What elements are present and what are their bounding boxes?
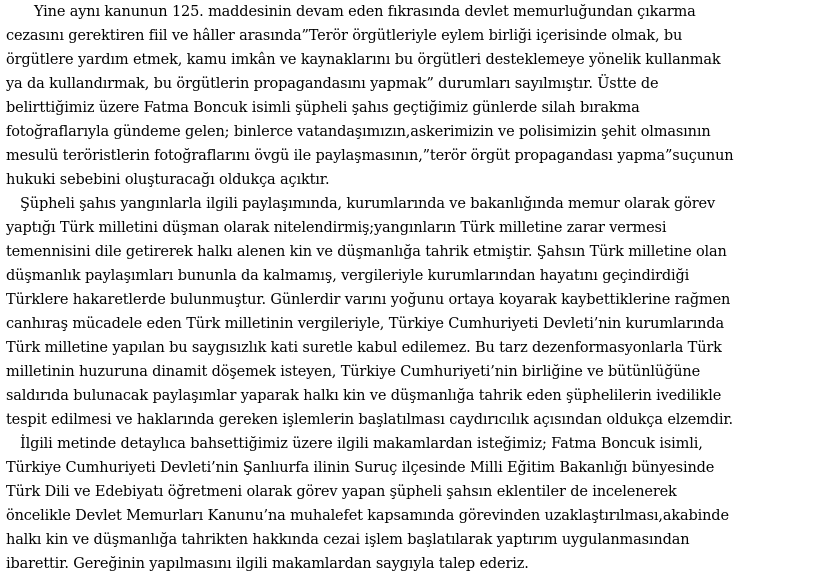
paragraph-2-line-5: Türklere hakaretlerde bulunmuştur. Günlerdir varını yoğunu ortaya koyarak kaybettiklerine rağmen bbox=[6, 292, 731, 308]
paragraph-1-line-2: cezasını gerektiren fiil ve hâller arasında”Terör örgütleriyle eylem birliği içerisinde olmak, bu bbox=[6, 28, 683, 44]
paragraph-3-line-4: öncelikle Devlet Memurları Kanunu’na muhalefet kapsamında görevinden uzaklaştırılması,akabinde bbox=[6, 508, 729, 524]
paragraph-2-line-7: Türk milletine yapılan bu saygısızlık kati suretle kabul edilemez. Bu tarz dezenformasyonlarla Türk bbox=[6, 340, 722, 356]
paragraph-2-line-4: düşmanlık paylaşımları bununla da kalmamış, vergileriyle kurumlarından hayatını geçindirdiği bbox=[6, 268, 690, 284]
paragraph-2-line-9: saldırıda bulunacak paylaşımlar yaparak halkı kin ve düşmanlığa tahrik eden şüphelilerin ivedilikle bbox=[6, 388, 722, 404]
paragraph-1-line-6: fotoğraflarıyla gündeme gelen; binlerce vatandaşımızın,askerimizin ve polisimizin şehit olmasının bbox=[6, 124, 711, 140]
paragraph-2-line-6: canhıraş mücadele eden Türk milletinin vergileriyle, Türkiye Cumhuriyeti Devleti’nin kurumlarında bbox=[6, 316, 724, 332]
paragraph-2-line-2: yaptığı Türk milletini düşman olarak nitelendirmiş;yangınların Türk milletine zarar vermesi bbox=[6, 220, 667, 236]
paragraph-1-line-5: belirttiğimiz üzere Fatma Boncuk isimli şüpheli şahıs geçtiğimiz günlerde silah bırakma bbox=[6, 100, 640, 116]
paragraph-3-line-2: Türkiye Cumhuriyeti Devleti’nin Şanlıurfa ilinin Suruç ilçesinde Milli Eğitim Bakanlığı bünyesinde bbox=[6, 460, 715, 476]
paragraph-2-line-10: tespit edilmesi ve haklarında gereken işlemlerin başlatılması caydırıcılık açısından oldukça elzemdir. bbox=[6, 412, 734, 428]
paragraph-3-line-6: ibarettir. Gereğinin yapılmasını ilgili makamlardan saygıyla talep ederiz. bbox=[6, 556, 529, 572]
paragraph-3-line-3: Türk Dili ve Edebiyatı öğretmeni olarak görev yapan şüpheli şahsın eklentiler de incelenerek bbox=[6, 484, 677, 500]
paragraph-1-line-8: hukuki sebebini oluşturacağı oldukça açıktır. bbox=[6, 172, 330, 188]
paragraph-1-line-3: örgütlere yardım etmek, kamu imkân ve kaynaklarını bu örgütleri desteklemeye yönelik kullanmak bbox=[6, 52, 721, 68]
paragraph-1-line-7: mesulü teröristlerin fotoğraflarını övgü ile paylaşmasının,”terör örgüt propagandası yapma”suçunun bbox=[6, 148, 734, 164]
paragraph-2-line-1: Şüpheli şahıs yangınlarla ilgili paylaşımında, kurumlarında ve bakanlığında memur olarak görev bbox=[20, 196, 716, 212]
paragraph-1-line-4: ya da kullandırmak, bu örgütlerin propagandasını yapmak” durumları sayılmıştır. Üstte de bbox=[6, 76, 659, 92]
paragraph-2-line-3: temennisini dile getirerek halkı alenen kin ve düşmanlığa tahrik etmiştir. Şahsın Türk milletine olan bbox=[6, 244, 727, 260]
paragraph-3-line-1: İlgili metinde detaylıca bahsettiğimiz üzere ilgili makamlardan isteğimiz; Fatma Boncuk isimli, bbox=[20, 436, 703, 452]
paragraph-1-line-1: Yine aynı kanunun 125. maddesinin devam eden fıkrasında devlet memurluğundan çıkarma bbox=[34, 4, 696, 20]
paragraph-3-line-5: halkı kin ve düşmanlığa tahrikten hakkında cezai işlem başlatılarak yaptırım uygulanmasından bbox=[6, 532, 690, 548]
paragraph-2-line-8: milletinin huzuruna dinamit döşemek isteyen, Türkiye Cumhuriyeti’nin birliğine ve bütünlüğüne bbox=[6, 364, 701, 380]
